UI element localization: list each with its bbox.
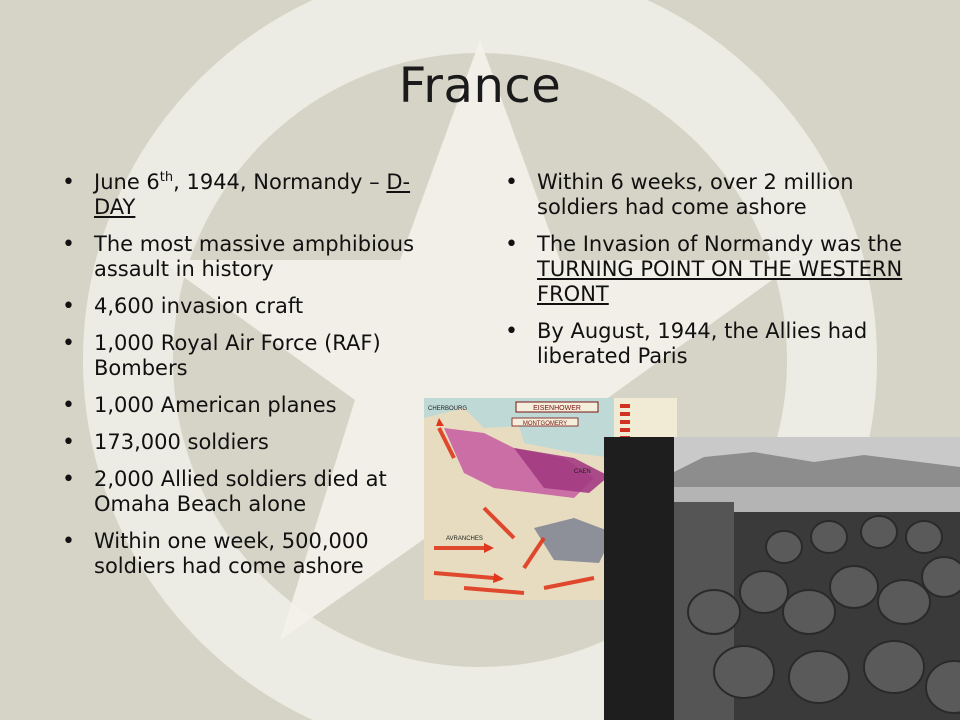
bullet-item: • 1,000 Royal Air Force (RAF) Bombers bbox=[60, 331, 432, 381]
left-bullet-list bbox=[60, 170, 432, 591]
bullet-item: • The Invasion of Normandy was the TURNING POINT ON THE WESTERN FRONT bbox=[503, 232, 908, 307]
bullet-item: • The most massive amphibious assault in history bbox=[60, 232, 432, 282]
d-day-link[interactable]: D-DAY bbox=[94, 170, 411, 219]
bullet-item: • 1,000 American planes bbox=[60, 393, 432, 418]
bullet-item: • Within 6 weeks, over 2 million soldiers had come ashore bbox=[503, 170, 908, 220]
map-label-montgomery: MONTGOMERY bbox=[522, 421, 568, 427]
landing-craft-photo bbox=[604, 437, 960, 720]
bullet-item: • 173,000 soldiers bbox=[60, 430, 432, 455]
map-label-eisenhower: EISENHOWER bbox=[533, 405, 581, 412]
map-label-caen: CAEN bbox=[574, 469, 591, 475]
map-label-cherbourg: CHERBOURG bbox=[428, 406, 468, 412]
turning-point-link[interactable]: TURNING POINT ON THE WESTERN FRONT bbox=[537, 257, 903, 306]
bullet-item: • 2,000 Allied soldiers died at Omaha Beach alone bbox=[60, 467, 432, 517]
bullet-item: • 4,600 invasion craft bbox=[60, 294, 432, 319]
slide-title: France bbox=[398, 58, 562, 114]
right-bullet-list bbox=[503, 170, 908, 381]
bullet-item: • By August, 1944, the Allies had liberated Paris bbox=[503, 319, 908, 369]
map-label-avranches: AVRANCHES bbox=[446, 536, 483, 542]
bullet-item: • Within one week, 500,000 soldiers had come ashore bbox=[60, 529, 432, 579]
bullet-item: • June 6th, 1944, Normandy – D-DAY bbox=[60, 170, 432, 220]
